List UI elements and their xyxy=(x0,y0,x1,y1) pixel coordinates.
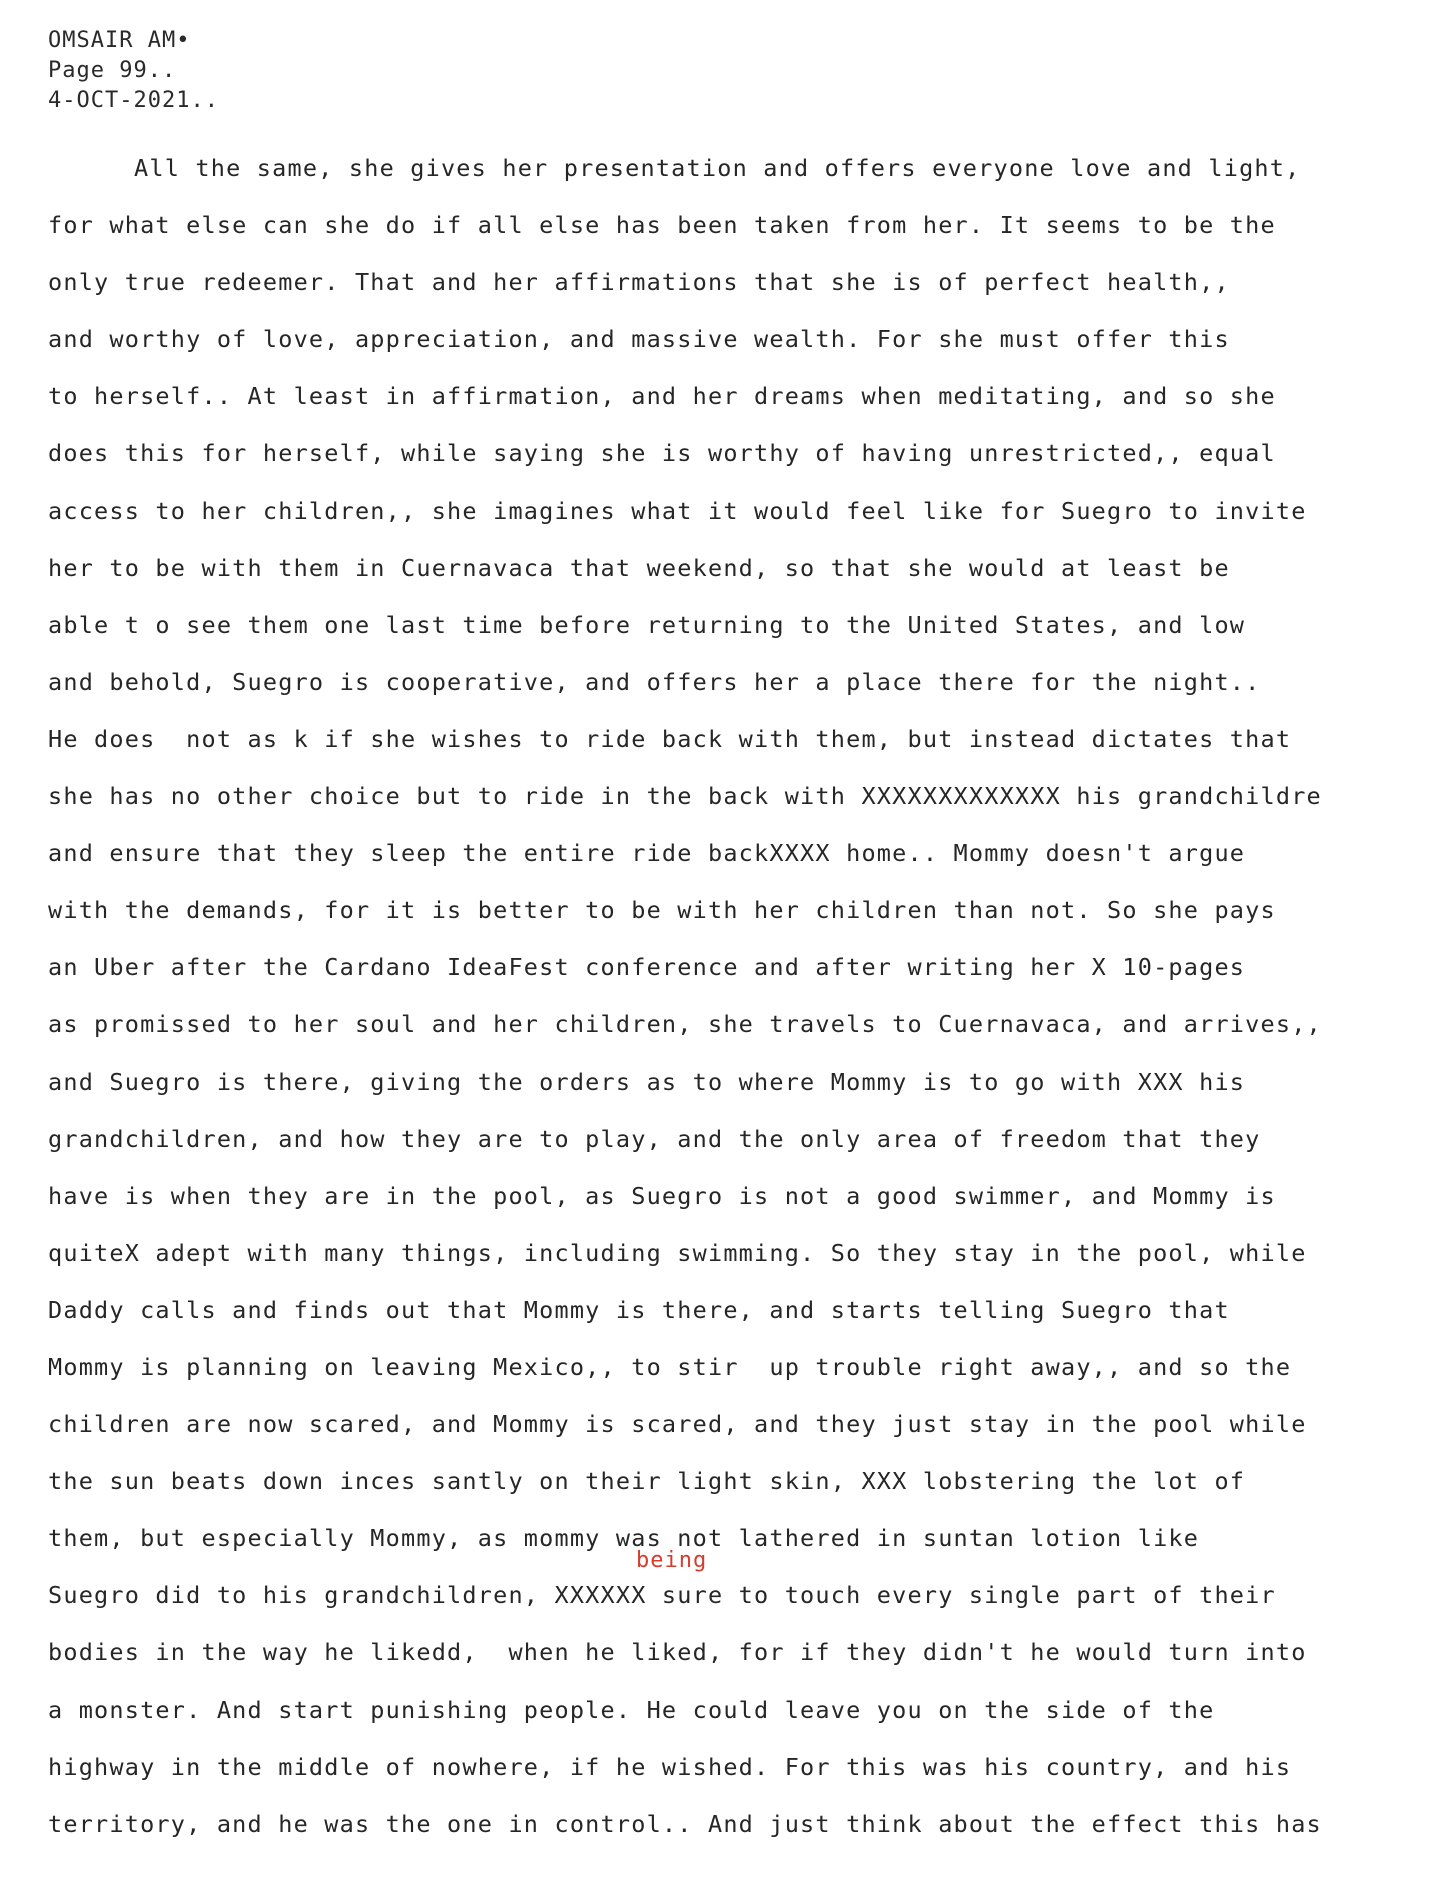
text-line: only true redeemer. That and her affirmations that she is of perfect health,, xyxy=(48,268,1230,297)
page-number: Page 99.. xyxy=(48,58,177,83)
text-line: and behold, Suegro is cooperative, and offers her a place there for the night.. xyxy=(48,667,1261,696)
text-line: Mommy is planning on leaving Mexico,, to stir up trouble right away,, and so the xyxy=(48,1352,1292,1381)
text-line: able t o see them one last time before returning to the United States, and low xyxy=(48,610,1246,639)
text-line: territory, and he was the one in control.. And just think about the effect this has xyxy=(48,1809,1322,1838)
handwritten-insert: being xyxy=(636,1548,708,1573)
text-line: children are now scared, and Mommy is scared, and they just stay in the pool while xyxy=(48,1410,1307,1439)
date-line: 4-OCT-2021.. xyxy=(48,88,219,113)
text-line: Daddy calls and finds out that Mommy is there, and starts telling Suegro that xyxy=(48,1295,1230,1324)
text-line: and worthy of love, appreciation, and massive wealth. For she must offer this xyxy=(48,325,1230,354)
body-text xyxy=(48,140,1456,1853)
text-line: He does not as k if she wishes to ride back with them, but instead dictates that xyxy=(48,724,1292,753)
text-line: an Uber after the Cardano IdeaFest conference and after writing her X 10-pages xyxy=(48,953,1246,982)
text-line: have is when they are in the pool, as Suegro is not a good swimmer, and Mommy is xyxy=(48,1181,1276,1210)
text-line: grandchildren, and how they are to play, and the only area of freedom that they xyxy=(48,1124,1261,1153)
text-line: bodies in the way he likedd, when he liked, for if they didn't he would turn into xyxy=(48,1638,1307,1667)
text-line: with the demands, for it is better to be with her children than not. So she pays xyxy=(48,896,1276,925)
text-line: the sun beats down inces santly on their light skin, XXX lobstering the lot of xyxy=(48,1467,1246,1496)
text-line: Suegro did to his grandchildren, XXXXXX sure to touch every single part of their xyxy=(48,1581,1276,1610)
text-line: for what else can she do if all else has been taken from her. It seems to be the xyxy=(48,211,1276,240)
text-line: and ensure that they sleep the entire ride backXXXX home.. Mommy doesn't argue xyxy=(48,839,1246,868)
author-line: OMSAIR AM• xyxy=(48,28,191,53)
text-line: and Suegro is there, giving the orders as to where Mommy is to go with XXX his xyxy=(48,1067,1246,1096)
text-line: a monster. And start punishing people. He could leave you on the side of the xyxy=(48,1695,1215,1724)
text-line: quiteX adept with many things, including swimming. So they stay in the pool, while xyxy=(48,1238,1307,1267)
text-line: her to be with them in Cuernavaca that weekend, so that she would at least be xyxy=(48,553,1230,582)
text-line: as promissed to her soul and her children, she travels to Cuernavaca, and arrives,, xyxy=(48,1010,1322,1039)
text-line: access to her children,, she imagines what it would feel like for Suegro to invite xyxy=(48,496,1307,525)
text-line: them, but especially Mommy, as mommy was not lathered in suntan lotion like xyxy=(48,1524,1200,1553)
text-line: to herself.. At least in affirmation, and her dreams when meditating, and so she xyxy=(48,382,1276,411)
text-line: All the same, she gives her presentation and offers everyone love and light, xyxy=(134,154,1301,182)
page-header xyxy=(48,26,219,116)
text-line: does this for herself, while saying she is worthy of having unrestricted,, equal xyxy=(48,439,1276,468)
text-line: highway in the middle of nowhere, if he wished. For this was his country, and his xyxy=(48,1752,1292,1781)
text-line: she has no other choice but to ride in the back with XXXXXXXXXXXXX his grandchildre xyxy=(48,782,1322,811)
